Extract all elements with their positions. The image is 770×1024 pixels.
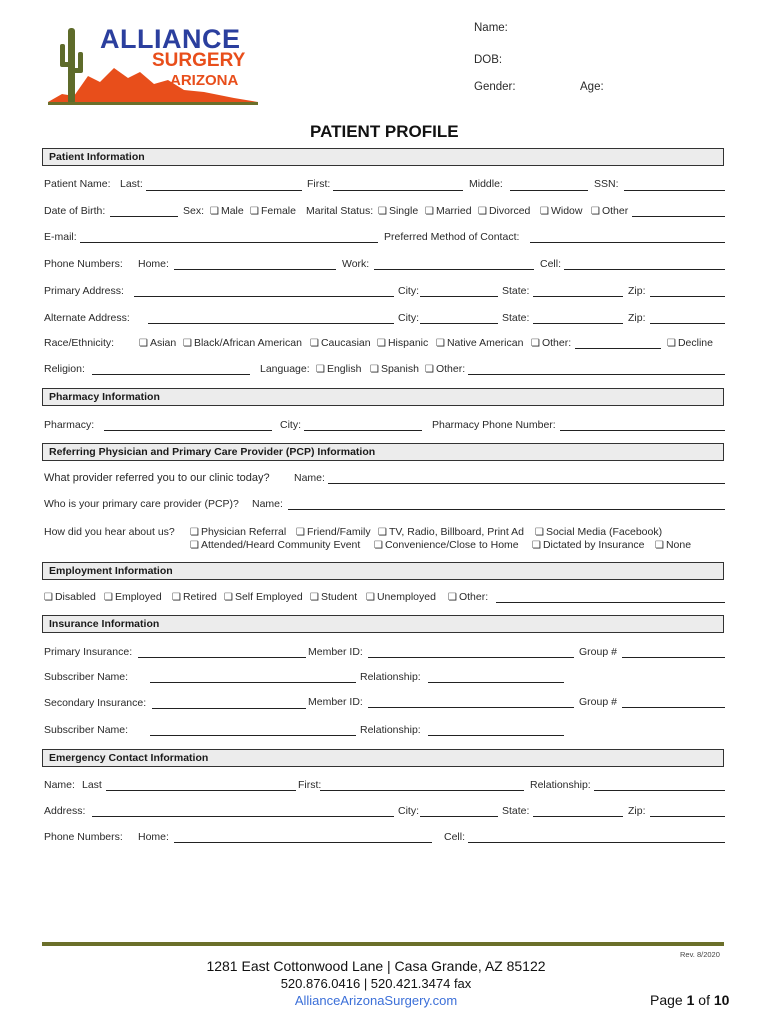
secondary-insurance-label: Secondary Insurance: bbox=[44, 697, 147, 709]
marital-widow-checkbox[interactable]: ❏ Widow bbox=[540, 205, 582, 217]
primary-address-label: Primary Address: bbox=[44, 285, 124, 297]
page-of-word: of bbox=[698, 992, 710, 1008]
emergency-cell-label: Cell: bbox=[444, 831, 466, 843]
emergency-state-field[interactable] bbox=[533, 816, 623, 817]
hear-friend-family-checkbox[interactable]: ❏ Friend/Family bbox=[296, 526, 371, 538]
alternate-address-label: Alternate Address: bbox=[44, 312, 130, 324]
footer-phones: 520.876.0416 | 520.421.3474 fax bbox=[280, 976, 472, 991]
secondary-relationship-field[interactable] bbox=[428, 735, 564, 736]
sex-label: Sex: bbox=[183, 205, 205, 217]
emergency-last-field[interactable] bbox=[106, 790, 296, 791]
first-name-field[interactable] bbox=[333, 190, 463, 191]
hear-about-question: How did you hear about us? bbox=[44, 526, 175, 538]
subscriber-relationship-label: Relationship: bbox=[360, 671, 421, 683]
primary-member-id-label: Member ID: bbox=[308, 646, 363, 658]
subscriber-name-field[interactable] bbox=[150, 682, 356, 683]
marital-married-checkbox[interactable]: ❏ Married bbox=[425, 205, 472, 217]
language-spanish-checkbox[interactable]: ❏ Spanish bbox=[370, 363, 419, 375]
subscriber-name-label: Subscriber Name: bbox=[44, 671, 129, 683]
preferred-contact-label: Preferred Method of Contact: bbox=[384, 231, 520, 243]
home-phone-field[interactable] bbox=[174, 269, 336, 270]
emergency-city-label: City: bbox=[398, 805, 419, 817]
section-employment-information: Employment Information bbox=[42, 562, 724, 580]
alternate-zip-label: Zip: bbox=[628, 312, 646, 324]
cell-phone-field[interactable] bbox=[564, 269, 725, 270]
header-dob-label: DOB: bbox=[474, 54, 503, 66]
pharmacy-phone-label: Pharmacy Phone Number: bbox=[432, 419, 556, 431]
emergency-name-label: Name: bbox=[44, 779, 75, 791]
language-english-checkbox[interactable]: ❏ English bbox=[316, 363, 361, 375]
emergency-cell-field[interactable] bbox=[468, 842, 725, 843]
pcp-question: Who is your primary care provider (PCP)? bbox=[44, 498, 239, 510]
emergency-address-field[interactable] bbox=[92, 816, 394, 817]
emergency-home-label: Home: bbox=[138, 831, 169, 843]
header-name-label: Name: bbox=[474, 22, 508, 34]
emergency-relationship-label: Relationship: bbox=[530, 779, 591, 791]
pharmacy-phone-field[interactable] bbox=[560, 430, 725, 431]
revision-label: Rev. 8/2020 bbox=[680, 950, 720, 959]
race-black-checkbox[interactable]: ❏ Black/African American bbox=[183, 337, 302, 349]
language-label: Language: bbox=[260, 363, 310, 375]
ssn-label: SSN: bbox=[594, 178, 619, 190]
hear-convenience-checkbox[interactable]: ❏ Convenience/Close to Home bbox=[374, 539, 519, 551]
marital-other-field[interactable] bbox=[632, 216, 725, 217]
last-name-field[interactable] bbox=[146, 190, 302, 191]
secondary-insurance-field[interactable] bbox=[152, 708, 306, 709]
emergency-phones-label: Phone Numbers: bbox=[44, 831, 123, 843]
employment-retired-checkbox[interactable]: ❏ Retired bbox=[172, 591, 217, 603]
religion-label: Religion: bbox=[44, 363, 85, 375]
primary-group-field[interactable] bbox=[622, 657, 725, 658]
footer-divider bbox=[42, 942, 724, 946]
alternate-city-field[interactable] bbox=[420, 323, 498, 324]
primary-insurance-label: Primary Insurance: bbox=[44, 646, 133, 658]
marital-single-checkbox[interactable]: ❏ Single bbox=[378, 205, 418, 217]
sex-female-checkbox[interactable]: ❏ Female bbox=[250, 205, 296, 217]
hear-none-checkbox[interactable]: ❏ None bbox=[655, 539, 691, 551]
language-other-checkbox[interactable]: ❏ Other: bbox=[425, 363, 465, 375]
language-other-field[interactable] bbox=[468, 374, 725, 375]
emergency-home-field[interactable] bbox=[174, 842, 432, 843]
alternate-city-label: City: bbox=[398, 312, 419, 324]
middle-name-field[interactable] bbox=[510, 190, 588, 191]
race-decline-checkbox[interactable]: ❏ Decline bbox=[667, 337, 713, 349]
race-other-checkbox[interactable]: ❏ Other: bbox=[531, 337, 571, 349]
page-number bbox=[650, 992, 729, 1008]
marital-status-label: Marital Status: bbox=[306, 205, 374, 217]
logo-text-surgery: SURGERY bbox=[152, 50, 246, 71]
patient-name-label: Patient Name: bbox=[44, 178, 111, 190]
hear-tv-radio-checkbox[interactable]: ❏ TV, Radio, Billboard, Print Ad bbox=[378, 526, 524, 538]
hear-community-event-checkbox[interactable]: ❏ Attended/Heard Community Event bbox=[190, 539, 360, 551]
referred-name-field[interactable] bbox=[328, 483, 725, 484]
referred-question: What provider referred you to our clinic today? bbox=[44, 472, 270, 484]
section-emergency-contact: Emergency Contact Information bbox=[42, 749, 724, 767]
footer-address: 1281 East Cottonwood Lane | Casa Grande, AZ 85122 bbox=[206, 958, 546, 974]
alternate-state-label: State: bbox=[502, 312, 530, 324]
header-age-label: Age: bbox=[580, 81, 604, 93]
employment-student-checkbox[interactable]: ❏ Student bbox=[310, 591, 357, 603]
phone-numbers-label: Phone Numbers: bbox=[44, 258, 123, 270]
primary-city-label: City: bbox=[398, 285, 419, 297]
emergency-zip-label: Zip: bbox=[628, 805, 646, 817]
secondary-member-id-field[interactable] bbox=[368, 707, 574, 708]
secondary-member-id-label: Member ID: bbox=[308, 696, 363, 708]
secondary-subscriber-name-label: Subscriber Name: bbox=[44, 724, 129, 736]
hear-physician-referral-checkbox[interactable]: ❏ Physician Referral bbox=[190, 526, 286, 538]
employment-other-field[interactable] bbox=[496, 602, 725, 603]
primary-group-label: Group # bbox=[579, 646, 617, 658]
primary-state-label: State: bbox=[502, 285, 530, 297]
race-hispanic-checkbox[interactable]: ❏ Hispanic bbox=[377, 337, 428, 349]
marital-divorced-checkbox[interactable]: ❏ Divorced bbox=[478, 205, 530, 217]
page-title: PATIENT PROFILE bbox=[310, 122, 459, 141]
emergency-address-label: Address: bbox=[44, 805, 86, 817]
cell-phone-label: Cell: bbox=[540, 258, 562, 270]
footer-website-link[interactable]: AllianceArizonaSurgery.com bbox=[294, 993, 458, 1008]
section-pharmacy-information: Pharmacy Information bbox=[42, 388, 724, 406]
primary-zip-field[interactable] bbox=[650, 296, 725, 297]
last-name-label: Last: bbox=[120, 178, 143, 190]
alternate-state-field[interactable] bbox=[533, 323, 623, 324]
secondary-group-label: Group # bbox=[579, 696, 617, 708]
home-phone-label: Home: bbox=[138, 258, 169, 270]
religion-field[interactable] bbox=[92, 374, 250, 375]
alternate-address-field[interactable] bbox=[148, 323, 394, 324]
emergency-state-label: State: bbox=[502, 805, 530, 817]
dob-field[interactable] bbox=[110, 216, 178, 217]
section-referring-information: Referring Physician and Primary Care Provider (PCP) Information bbox=[42, 443, 724, 461]
logo-text-arizona: ARIZONA bbox=[170, 72, 239, 89]
primary-member-id-field[interactable] bbox=[368, 657, 574, 658]
marital-other-checkbox[interactable]: ❏ Other bbox=[591, 205, 628, 217]
secondary-relationship-label: Relationship: bbox=[360, 724, 421, 736]
first-name-label: First: bbox=[307, 178, 331, 190]
employment-employed-checkbox[interactable]: ❏ Employed bbox=[104, 591, 162, 603]
logo-text-alliance: ALLIANCE bbox=[100, 24, 241, 54]
referred-name-label: Name: bbox=[294, 472, 325, 484]
primary-insurance-field[interactable] bbox=[138, 657, 306, 658]
secondary-group-field[interactable] bbox=[622, 707, 725, 708]
primary-zip-label: Zip: bbox=[628, 285, 646, 297]
page-current: 1 bbox=[686, 992, 695, 1008]
race-native-checkbox[interactable]: ❏ Native American bbox=[436, 337, 523, 349]
race-other-field[interactable] bbox=[575, 348, 661, 349]
logo bbox=[44, 22, 264, 108]
preferred-contact-field[interactable] bbox=[530, 242, 725, 243]
primary-city-field[interactable] bbox=[420, 296, 498, 297]
emergency-last-label: Last bbox=[82, 779, 102, 791]
subscriber-relationship-field[interactable] bbox=[428, 682, 564, 683]
emergency-first-label: First: bbox=[298, 779, 322, 791]
race-caucasian-checkbox[interactable]: ❏ Caucasian bbox=[310, 337, 371, 349]
sex-male-checkbox[interactable]: ❏ Male bbox=[210, 205, 244, 217]
race-label: Race/Ethnicity: bbox=[44, 337, 115, 349]
hear-social-media-checkbox[interactable]: ❏ Social Media (Facebook) bbox=[535, 526, 662, 538]
primary-address-field[interactable] bbox=[134, 296, 394, 297]
hear-insurance-checkbox[interactable]: ❏ Dictated by Insurance bbox=[532, 539, 645, 551]
employment-self-employed-checkbox[interactable]: ❏ Self Employed bbox=[224, 591, 303, 603]
email-label: E-mail: bbox=[44, 231, 77, 243]
page-total: 10 bbox=[713, 992, 730, 1008]
employment-other-checkbox[interactable]: ❏ Other: bbox=[448, 591, 488, 603]
primary-state-field[interactable] bbox=[533, 296, 623, 297]
pharmacy-field[interactable] bbox=[104, 430, 272, 431]
emergency-relationship-field[interactable] bbox=[594, 790, 725, 791]
middle-name-label: Middle: bbox=[469, 178, 503, 190]
section-patient-information: Patient Information bbox=[42, 148, 724, 166]
emergency-zip-field[interactable] bbox=[650, 816, 725, 817]
pharmacy-city-field[interactable] bbox=[304, 430, 422, 431]
pharmacy-label: Pharmacy: bbox=[44, 419, 95, 431]
emergency-first-field[interactable] bbox=[320, 790, 524, 791]
ssn-field[interactable] bbox=[624, 190, 725, 191]
work-phone-label: Work: bbox=[342, 258, 370, 270]
employment-disabled-checkbox[interactable]: ❏ Disabled bbox=[44, 591, 96, 603]
section-insurance-information: Insurance Information bbox=[42, 615, 724, 633]
race-asian-checkbox[interactable]: ❏ Asian bbox=[139, 337, 176, 349]
page-word: Page bbox=[650, 992, 683, 1008]
email-field[interactable] bbox=[80, 242, 378, 243]
pharmacy-city-label: City: bbox=[280, 419, 301, 431]
secondary-subscriber-name-field[interactable] bbox=[150, 735, 356, 736]
pcp-name-field[interactable] bbox=[288, 509, 725, 510]
pcp-name-label: Name: bbox=[252, 498, 283, 510]
employment-unemployed-checkbox[interactable]: ❏ Unemployed bbox=[366, 591, 436, 603]
header-gender-label: Gender: bbox=[474, 81, 516, 93]
alternate-zip-field[interactable] bbox=[650, 323, 725, 324]
work-phone-field[interactable] bbox=[374, 269, 534, 270]
emergency-city-field[interactable] bbox=[420, 816, 498, 817]
dob-label: Date of Birth: bbox=[44, 205, 106, 217]
